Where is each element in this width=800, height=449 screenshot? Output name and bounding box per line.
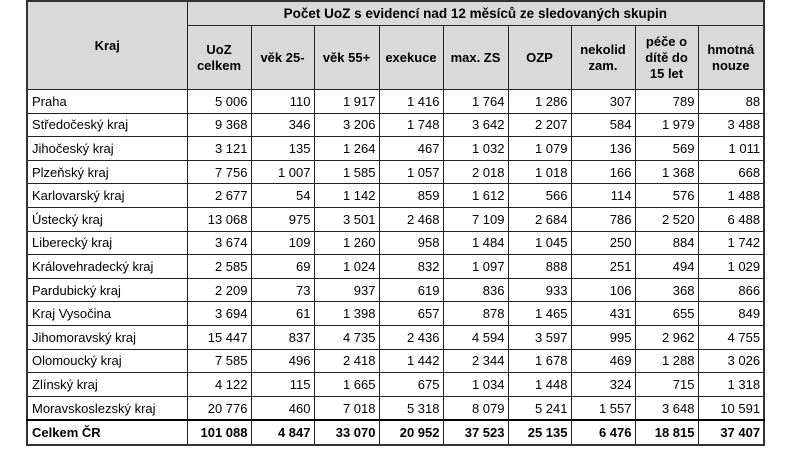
- value-cell: 73: [251, 278, 314, 302]
- value-cell: 9 368: [187, 113, 251, 137]
- value-cell: 1 612: [443, 184, 508, 208]
- value-cell: 8 079: [443, 396, 508, 420]
- value-cell: 1 079: [508, 137, 571, 161]
- value-cell: 2 436: [379, 325, 443, 349]
- value-cell: 324: [571, 373, 635, 397]
- column-header: exekuce: [379, 26, 443, 90]
- value-cell: 110: [251, 90, 314, 114]
- column-header: OZP: [508, 26, 571, 90]
- value-cell: 1 398: [314, 302, 379, 326]
- value-cell: 1 917: [314, 90, 379, 114]
- value-cell: 431: [571, 302, 635, 326]
- value-cell: 1 142: [314, 184, 379, 208]
- value-cell: 467: [379, 137, 443, 161]
- value-cell: 1 665: [314, 373, 379, 397]
- value-cell: 61: [251, 302, 314, 326]
- value-cell: 1 097: [443, 255, 508, 279]
- header-group-title: Počet UoZ s evidencí nad 12 měsíců ze sledovaných skupin: [187, 1, 764, 26]
- value-cell: 668: [698, 160, 764, 184]
- value-cell: 2 209: [187, 278, 251, 302]
- value-cell: 655: [635, 302, 698, 326]
- value-cell: 3 674: [187, 231, 251, 255]
- value-cell: 2 520: [635, 207, 698, 231]
- value-cell: 20 952: [379, 420, 443, 445]
- value-cell: 1 007: [251, 160, 314, 184]
- value-cell: 859: [379, 184, 443, 208]
- value-cell: 2 684: [508, 207, 571, 231]
- region-name: Ústecký kraj: [27, 207, 187, 231]
- value-cell: 460: [251, 396, 314, 420]
- value-cell: 1 264: [314, 137, 379, 161]
- value-cell: 1 318: [698, 373, 764, 397]
- value-cell: 715: [635, 373, 698, 397]
- value-cell: 958: [379, 231, 443, 255]
- value-cell: 884: [635, 231, 698, 255]
- value-cell: 836: [443, 278, 508, 302]
- value-cell: 3 597: [508, 325, 571, 349]
- value-cell: 3 121: [187, 137, 251, 161]
- region-name: Karlovarský kraj: [27, 184, 187, 208]
- value-cell: 1 057: [379, 160, 443, 184]
- column-header: UoZ celkem: [187, 26, 251, 90]
- value-cell: 789: [635, 90, 698, 114]
- value-cell: 4 755: [698, 325, 764, 349]
- value-cell: 566: [508, 184, 571, 208]
- region-name: Moravskoslezský kraj: [27, 396, 187, 420]
- value-cell: 496: [251, 349, 314, 373]
- value-cell: 6 488: [698, 207, 764, 231]
- value-cell: 1 484: [443, 231, 508, 255]
- value-cell: 2 962: [635, 325, 698, 349]
- value-cell: 250: [571, 231, 635, 255]
- table-row: [27, 396, 764, 420]
- region-name: Pardubický kraj: [27, 278, 187, 302]
- value-cell: 3 694: [187, 302, 251, 326]
- value-cell: 114: [571, 184, 635, 208]
- table-row: [27, 207, 764, 231]
- value-cell: 101 088: [187, 420, 251, 445]
- value-cell: 1 018: [508, 160, 571, 184]
- value-cell: 37 523: [443, 420, 508, 445]
- value-cell: 3 642: [443, 113, 508, 137]
- column-header: nekolid zam.: [571, 26, 635, 90]
- value-cell: 1 260: [314, 231, 379, 255]
- unemployment-table: [26, 0, 765, 446]
- value-cell: 115: [251, 373, 314, 397]
- value-cell: 4 122: [187, 373, 251, 397]
- value-cell: 3 026: [698, 349, 764, 373]
- value-cell: 1 029: [698, 255, 764, 279]
- region-name: Středočeský kraj: [27, 113, 187, 137]
- table-row: [27, 113, 764, 137]
- total-row: [27, 420, 764, 445]
- value-cell: 937: [314, 278, 379, 302]
- table-row: [27, 373, 764, 397]
- column-header: hmotná nouze: [698, 26, 764, 90]
- value-cell: 368: [635, 278, 698, 302]
- value-cell: 1 368: [635, 160, 698, 184]
- value-cell: 2 585: [187, 255, 251, 279]
- region-name: Zlínský kraj: [27, 373, 187, 397]
- value-cell: 346: [251, 113, 314, 137]
- region-name: Kraj Vysočina: [27, 302, 187, 326]
- value-cell: 933: [508, 278, 571, 302]
- value-cell: 2 344: [443, 349, 508, 373]
- value-cell: 1 034: [443, 373, 508, 397]
- value-cell: 837: [251, 325, 314, 349]
- value-cell: 3 648: [635, 396, 698, 420]
- value-cell: 995: [571, 325, 635, 349]
- table-row: [27, 278, 764, 302]
- value-cell: 1 465: [508, 302, 571, 326]
- value-cell: 5 006: [187, 90, 251, 114]
- value-cell: 584: [571, 113, 635, 137]
- value-cell: 1 448: [508, 373, 571, 397]
- value-cell: 25 135: [508, 420, 571, 445]
- table-row: [27, 349, 764, 373]
- value-cell: 307: [571, 90, 635, 114]
- value-cell: 619: [379, 278, 443, 302]
- value-cell: 3 501: [314, 207, 379, 231]
- value-cell: 576: [635, 184, 698, 208]
- value-cell: 2 468: [379, 207, 443, 231]
- value-cell: 6 476: [571, 420, 635, 445]
- value-cell: 1 585: [314, 160, 379, 184]
- region-name: Praha: [27, 90, 187, 114]
- value-cell: 3 488: [698, 113, 764, 137]
- value-cell: 15 447: [187, 325, 251, 349]
- value-cell: 5 241: [508, 396, 571, 420]
- value-cell: 1 416: [379, 90, 443, 114]
- region-name: Liberecký kraj: [27, 231, 187, 255]
- region-name: Olomoucký kraj: [27, 349, 187, 373]
- value-cell: 878: [443, 302, 508, 326]
- value-cell: 20 776: [187, 396, 251, 420]
- value-cell: 2 207: [508, 113, 571, 137]
- value-cell: 1 024: [314, 255, 379, 279]
- region-name: Celkem ČR: [27, 420, 187, 445]
- table-row: [27, 184, 764, 208]
- value-cell: 2 677: [187, 184, 251, 208]
- value-cell: 1 288: [635, 349, 698, 373]
- value-cell: 4 594: [443, 325, 508, 349]
- table-row: [27, 302, 764, 326]
- table-row: [27, 137, 764, 161]
- value-cell: 657: [379, 302, 443, 326]
- value-cell: 7 018: [314, 396, 379, 420]
- value-cell: 251: [571, 255, 635, 279]
- table-row: [27, 255, 764, 279]
- value-cell: 469: [571, 349, 635, 373]
- value-cell: 1 557: [571, 396, 635, 420]
- value-cell: 7 756: [187, 160, 251, 184]
- value-cell: 1 488: [698, 184, 764, 208]
- value-cell: 888: [508, 255, 571, 279]
- value-cell: 54: [251, 184, 314, 208]
- table-row: [27, 231, 764, 255]
- header-kraj: Kraj: [27, 1, 187, 90]
- value-cell: 88: [698, 90, 764, 114]
- value-cell: 33 070: [314, 420, 379, 445]
- region-name: Jihomoravský kraj: [27, 325, 187, 349]
- table-row: [27, 160, 764, 184]
- value-cell: 166: [571, 160, 635, 184]
- value-cell: 2 418: [314, 349, 379, 373]
- value-cell: 832: [379, 255, 443, 279]
- value-cell: 1 032: [443, 137, 508, 161]
- value-cell: 4 735: [314, 325, 379, 349]
- value-cell: 675: [379, 373, 443, 397]
- value-cell: 136: [571, 137, 635, 161]
- value-cell: 1 678: [508, 349, 571, 373]
- value-cell: 1 742: [698, 231, 764, 255]
- value-cell: 1 011: [698, 137, 764, 161]
- value-cell: 569: [635, 137, 698, 161]
- value-cell: 69: [251, 255, 314, 279]
- region-name: Královehradecký kraj: [27, 255, 187, 279]
- column-header: péče o dítě do 15 let: [635, 26, 698, 90]
- value-cell: 37 407: [698, 420, 764, 445]
- value-cell: 1 979: [635, 113, 698, 137]
- value-cell: 1 286: [508, 90, 571, 114]
- value-cell: 18 815: [635, 420, 698, 445]
- value-cell: 10 591: [698, 396, 764, 420]
- value-cell: 975: [251, 207, 314, 231]
- value-cell: 2 018: [443, 160, 508, 184]
- value-cell: 3 206: [314, 113, 379, 137]
- value-cell: 109: [251, 231, 314, 255]
- value-cell: 13 068: [187, 207, 251, 231]
- table-row: [27, 90, 764, 114]
- value-cell: 5 318: [379, 396, 443, 420]
- column-header: věk 25-: [251, 26, 314, 90]
- region-name: Plzeňský kraj: [27, 160, 187, 184]
- value-cell: 1 045: [508, 231, 571, 255]
- value-cell: 7 585: [187, 349, 251, 373]
- column-header: věk 55+: [314, 26, 379, 90]
- value-cell: 135: [251, 137, 314, 161]
- value-cell: 106: [571, 278, 635, 302]
- value-cell: 1 764: [443, 90, 508, 114]
- region-name: Jihočeský kraj: [27, 137, 187, 161]
- table-row: [27, 325, 764, 349]
- value-cell: 1 442: [379, 349, 443, 373]
- column-header: max. ZS: [443, 26, 508, 90]
- value-cell: 1 748: [379, 113, 443, 137]
- value-cell: 4 847: [251, 420, 314, 445]
- value-cell: 786: [571, 207, 635, 231]
- value-cell: 849: [698, 302, 764, 326]
- value-cell: 866: [698, 278, 764, 302]
- value-cell: 494: [635, 255, 698, 279]
- value-cell: 7 109: [443, 207, 508, 231]
